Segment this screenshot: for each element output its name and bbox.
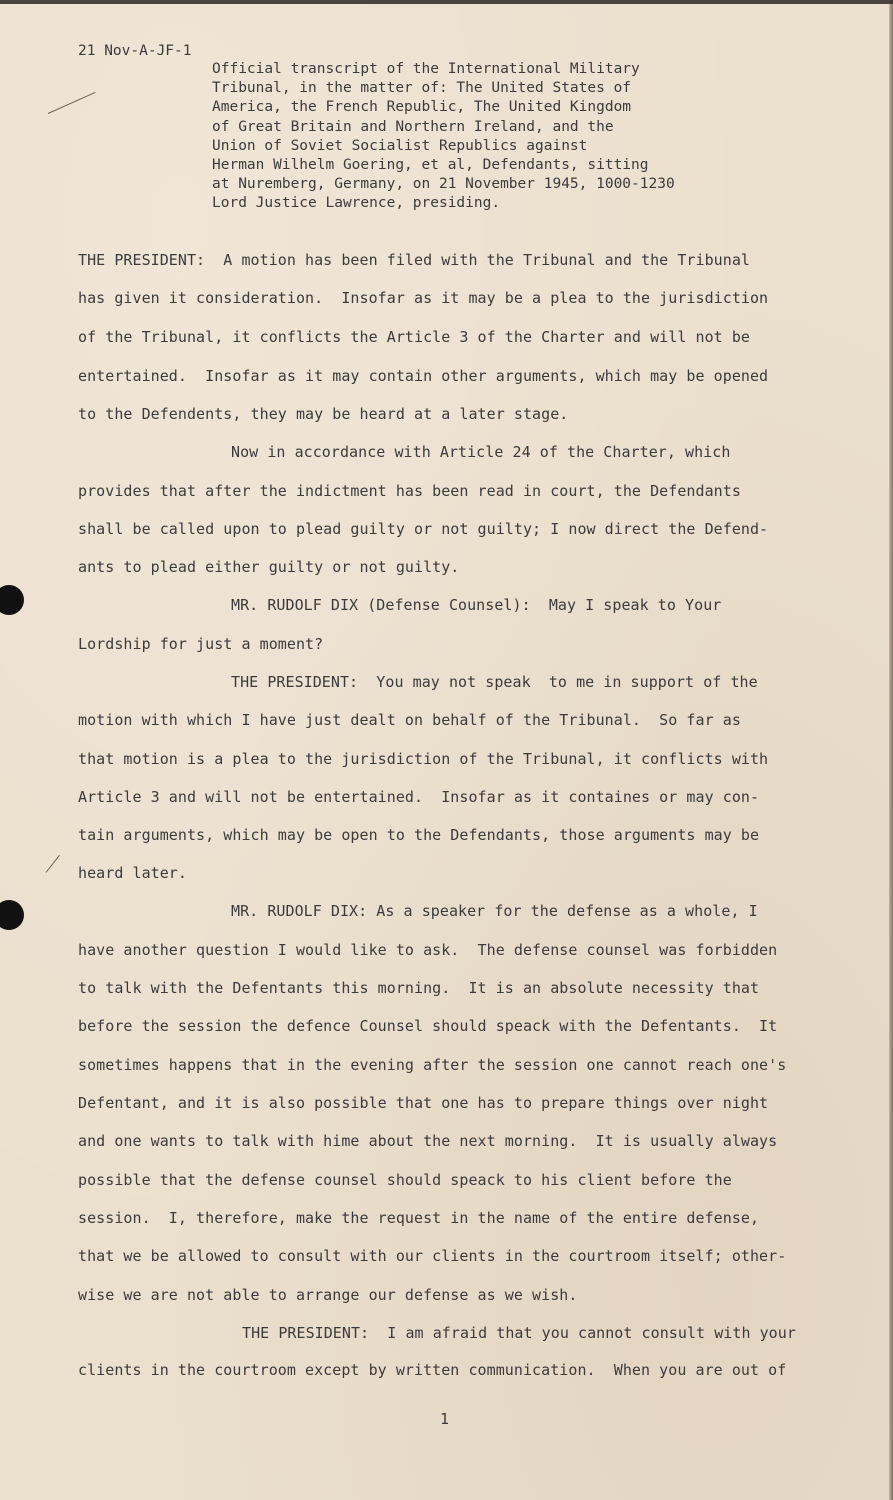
body-line: ants to plead either guilty or not guilty. <box>78 558 460 576</box>
body-line: have another question I would like to ask. The defense counsel was forbidden <box>78 941 778 959</box>
page-right-edge <box>889 0 893 1500</box>
transcript-header <box>212 60 675 214</box>
body-line: provides that after the indictment has been read in court, the Defendants <box>78 482 741 500</box>
body-line: of the Tribunal, it conflicts the Article 3 of the Charter and will not be <box>78 328 750 346</box>
body-line: to talk with the Defentants this morning. It is an absolute necessity that <box>78 979 760 997</box>
body-line: session. I, therefore, make the request in the name of the entire defense, <box>78 1209 760 1227</box>
body-line: and one wants to talk with hime about the next morning. It is usually always <box>78 1132 778 1150</box>
page-number: 1 <box>440 1410 450 1428</box>
header-line: Lord Justice Lawrence, presiding. <box>212 195 501 212</box>
pencil-mark <box>48 92 96 114</box>
body-line: wise we are not able to arrange our defense as we wish. <box>78 1286 578 1304</box>
body-line: THE PRESIDENT: A motion has been filed with the Tribunal and the Tribunal <box>78 251 750 269</box>
body-line: before the session the defence Counsel should speack with the Defentants. It <box>78 1017 778 1035</box>
body-line: Defentant, and it is also possible that one has to prepare things over night <box>78 1094 769 1112</box>
header-line: Herman Wilhelm Goering, et al, Defendants, sitting <box>212 156 649 173</box>
body-line: MR. RUDOLF DIX (Defense Counsel): May I speak to Your <box>231 596 722 614</box>
body-line: MR. RUDOLF DIX: As a speaker for the defense as a whole, I <box>231 902 758 920</box>
header-line: Tribunal, in the matter of: The United States of <box>212 80 632 97</box>
page-top-edge <box>0 0 893 4</box>
body-line: that motion is a plea to the jurisdiction of the Tribunal, it conflicts with <box>78 750 769 768</box>
header-line: Union of Soviet Socialist Republics against <box>212 137 588 154</box>
body-line: entertained. Insofar as it may contain other arguments, which may be opened <box>78 367 769 385</box>
body-line: to the Defendents, they may be heard at a later stage. <box>78 405 569 423</box>
body-line: motion with which I have just dealt on behalf of the Tribunal. So far as <box>78 711 741 729</box>
punch-hole-upper <box>0 585 24 615</box>
body-line: sometimes happens that in the evening after the session one cannot reach one's <box>78 1056 787 1074</box>
body-line: Now in accordance with Article 24 of the Charter, which <box>231 443 731 461</box>
header-line: at Nuremberg, Germany, on 21 November 1945, 1000-1230 <box>212 176 675 193</box>
punch-hole-lower <box>0 900 24 930</box>
body-line: Lordship for just a moment? <box>78 635 324 653</box>
body-line: clients in the courtroom except by written communication. When you are out of <box>78 1361 787 1379</box>
body-line: Article 3 and will not be entertained. Insofar as it containes or may con- <box>78 788 760 806</box>
file-identifier: 21 Nov-A-JF-1 <box>78 43 192 59</box>
header-line: of Great Britain and Northern Ireland, and the <box>212 118 614 135</box>
body-line: shall be called upon to plead guilty or not guilty; I now direct the Defend- <box>78 520 769 538</box>
body-line: that we be allowed to consult with our clients in the courtroom itself; other- <box>78 1247 787 1265</box>
body-line: possible that the defense counsel should speack to his client before the <box>78 1171 732 1189</box>
pencil-mark <box>46 855 60 873</box>
header-line: America, the French Republic, The United Kingdom <box>212 99 632 116</box>
body-line: tain arguments, which may be open to the Defendants, those arguments may be <box>78 826 760 844</box>
body-line: THE PRESIDENT: I am afraid that you cannot consult with your <box>242 1324 796 1342</box>
body-line: has given it consideration. Insofar as it may be a plea to the jurisdiction <box>78 289 769 307</box>
body-line: heard later. <box>78 864 187 882</box>
header-line: Official transcript of the International Military <box>212 61 640 77</box>
body-line: THE PRESIDENT: You may not speak to me in support of the <box>231 673 758 691</box>
